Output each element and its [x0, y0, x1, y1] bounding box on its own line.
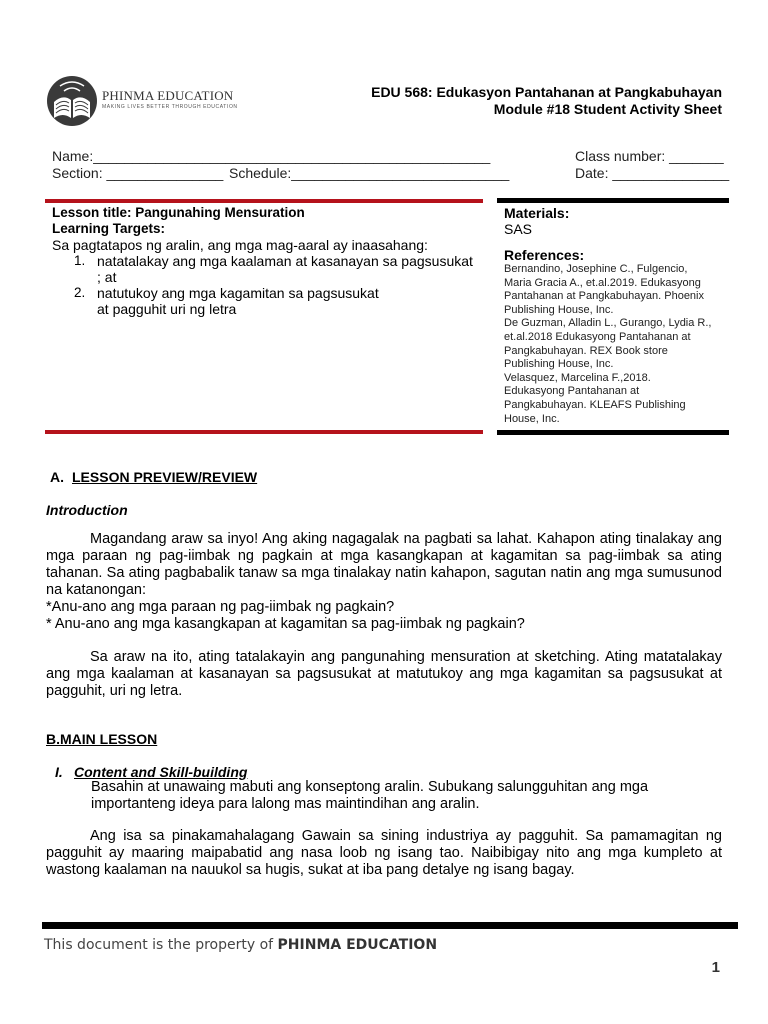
section-a-heading: LESSON PREVIEW/REVIEW: [72, 469, 258, 485]
footer-ownership: [44, 937, 437, 953]
subsection-number: I.: [55, 764, 63, 780]
introduction-heading: Introduction: [46, 502, 128, 518]
intro-paragraph: Magandang araw sa inyo! Ang aking nagagalak na pagbati sa lahat. Kahapon ating tinalakay ang mga paraan ng pag-iimbak ng pagkain at mga kasangkapan at kagamitan sa pag-iimbak sa ating tahanan. Sa ating pagbabalik tanaw sa mga tinalakay natin kahapon, sagutan natin ang mga sumusunod na katanongan:: [46, 531, 722, 598]
references-list: [504, 263, 728, 426]
schedule-field[interactable]: Schedule:____________________________: [229, 165, 510, 181]
materials-box: [504, 205, 728, 426]
reference-line: Bernandino, Josephine C., Fulgencio,: [504, 263, 688, 275]
preview-paragraph: Sa araw na ito, ating tatalakayin ang pangunahing mensuration at sketching. Ating matatalakay ang mga kaalaman at kasanayan sa pagsusukat at matutukoy ang mga kagamitan sa pagsusukat at pagguhit, uri ng letra.: [46, 649, 722, 699]
logo-brand: PHINMA EDUCATION: [102, 88, 234, 103]
target-item: [52, 253, 482, 285]
page-number: 1: [711, 959, 720, 976]
reference-line: Pangkabuhayan. REX Book store: [504, 344, 668, 357]
footer-prefix: This document is the property of: [44, 937, 274, 953]
footer-owner: PHINMA EDUCATION: [277, 937, 438, 953]
lesson-bottom-rule: [45, 430, 483, 434]
lesson-box: [52, 205, 482, 317]
reference-line: Maria Gracia A., et.al.2019. Edukasyong: [504, 276, 701, 289]
reference-line: De Guzman, Alladin L., Gurango, Lydia R.,: [504, 317, 712, 330]
book-globe-icon: [46, 72, 98, 130]
target-text: natatalakay ang mga kaalaman at kasanayan sa pagsusukat: [97, 253, 473, 269]
course-title: EDU 568: Edukasyon Pantahanan at Pangkabuhayan: [371, 84, 722, 100]
materials-bottom-rule: [497, 430, 729, 435]
target-text: natutukoy ang mga kagamitan sa pagsusukat: [97, 285, 379, 301]
lesson-paragraph: Ang isa sa pinakamahalagang Gawain sa sining industriya ay pagguhit. Sa pamamagitan ng pagguhit ay maaring maipabatid ang nasa loob ng isang tao. Naibibigay nito ang mga kumpleto at wastong kaalaman na nauukol sa hugis, sukat at iba pang detalye ng isang bagay.: [46, 828, 722, 878]
lesson-intro: Sa pagtatapos ng aralin, ang mga mag-aaral ay inaasahang:: [52, 237, 428, 253]
reference-line: Velasquez, Marcelina F.,2018.: [504, 371, 651, 384]
target-text-continued: at pagguhit uri ng letra: [97, 301, 237, 317]
reference-line: Publishing House, Inc.: [504, 358, 614, 371]
lesson-top-rule: [45, 199, 483, 203]
section-b-heading: B.MAIN LESSON: [46, 731, 158, 747]
learning-targets-label: Learning Targets:: [52, 221, 166, 236]
section-a-letter: A.: [50, 469, 64, 485]
target-number: 2.: [74, 285, 86, 300]
reference-line: Edukasyong Pantahanan at: [504, 385, 640, 398]
review-question: * Anu-ano ang mga kasangkapan at kagamitan sa pag-iimbak ng pagkain?: [46, 616, 525, 632]
logo-tagline: MAKING LIVES BETTER THROUGH EDUCATION: [102, 104, 238, 110]
reference-line: Publishing House, Inc.: [504, 303, 614, 316]
instruction-paragraph: Basahin at unawaing mabuti ang konseptong aralin. Subukang salungguhitan ang mga importanteng ideya para lalong mas maintindihan ang aralin.: [91, 779, 649, 812]
materials-top-rule: [497, 198, 729, 203]
references-label: References:: [504, 247, 585, 263]
date-field[interactable]: Date: _______________: [575, 165, 730, 181]
reference-line: Pangkabuhayan. KLEAFS Publishing: [504, 398, 686, 411]
section-field[interactable]: Section: _______________: [52, 165, 224, 181]
lesson-title: Lesson title: Pangunahing Mensuration: [52, 205, 305, 220]
materials-value: SAS: [504, 221, 533, 237]
reference-line: Pantahanan at Pangkabuhayan. Phoenix: [504, 290, 704, 303]
phinma-logo: [46, 72, 238, 132]
review-question: *Anu-ano ang mga paraan ng pag-iimbak ng pagkain?: [46, 599, 395, 615]
materials-label: Materials:: [504, 205, 570, 221]
subsection-heading: Content and Skill-building: [74, 764, 248, 780]
reference-line: House, Inc.: [504, 412, 560, 425]
target-number: 1.: [74, 253, 86, 268]
module-title: Module #18 Student Activity Sheet: [493, 101, 722, 117]
class-number-field[interactable]: Class number: _______: [575, 148, 724, 164]
name-field[interactable]: Name:___________________________________________________: [52, 148, 491, 164]
footer-rule: [42, 922, 738, 929]
reference-line: et.al.2018 Edukasyong Pantahanan at: [504, 330, 691, 343]
target-item: [52, 285, 482, 317]
target-text-continued: ; at: [97, 269, 117, 285]
